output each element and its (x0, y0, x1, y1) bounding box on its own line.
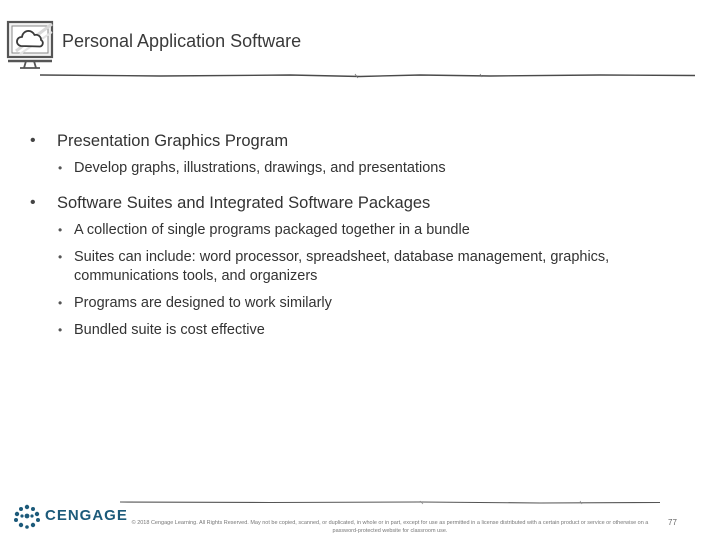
bullet-icon: • (58, 161, 63, 175)
bullet-level-2 (30, 159, 700, 178)
logo-text: CENGAGE (45, 507, 128, 524)
bullet-icon: • (58, 223, 63, 237)
slide-title: Personal Application Software (62, 31, 302, 51)
bullet-level-2 (30, 321, 700, 340)
bullet-icon: • (58, 250, 63, 264)
bullet-icon: • (30, 194, 36, 211)
bullet-level-2 (30, 294, 700, 313)
bullet-text: Suites can include: word processor, spreadsheet, database management, graphics, communications tools, and organizers (74, 249, 610, 284)
bullet-text: Bundled suite is cost effective (74, 322, 265, 338)
page-number: 77 (668, 518, 677, 527)
bullet-level-1 (30, 130, 700, 152)
slide-content (30, 130, 700, 340)
bullet-level-2 (30, 221, 700, 240)
bullet-text: Software Suites and Integrated Software Packages (57, 194, 431, 212)
bullet-text: Presentation Graphics Program (57, 132, 289, 150)
copyright-notice: © 2018 Cengage Learning. All Rights Reserved. May not be copied, scanned, or duplicated, in whole or in part, except for use as permitted in a license distributed with a certain product or service or otherwise on a password-protected website for classroom use. (131, 520, 649, 534)
title-divider (40, 70, 695, 82)
bullet-text: Programs are designed to work similarly (74, 295, 332, 311)
monitor-icon (6, 18, 56, 70)
bullet-icon: • (30, 132, 36, 149)
bullet-icon: • (58, 296, 63, 310)
bullet-text: A collection of single programs packaged together in a bundle (74, 222, 470, 238)
footer-divider (120, 500, 660, 520)
bullet-level-1 (30, 192, 700, 214)
cengage-logo (12, 503, 132, 529)
bullet-level-2 (30, 248, 700, 286)
bullet-icon: • (58, 323, 63, 337)
bullet-text: Develop graphs, illustrations, drawings, and presentations (74, 160, 446, 176)
cengage-logo-icon (12, 503, 42, 529)
